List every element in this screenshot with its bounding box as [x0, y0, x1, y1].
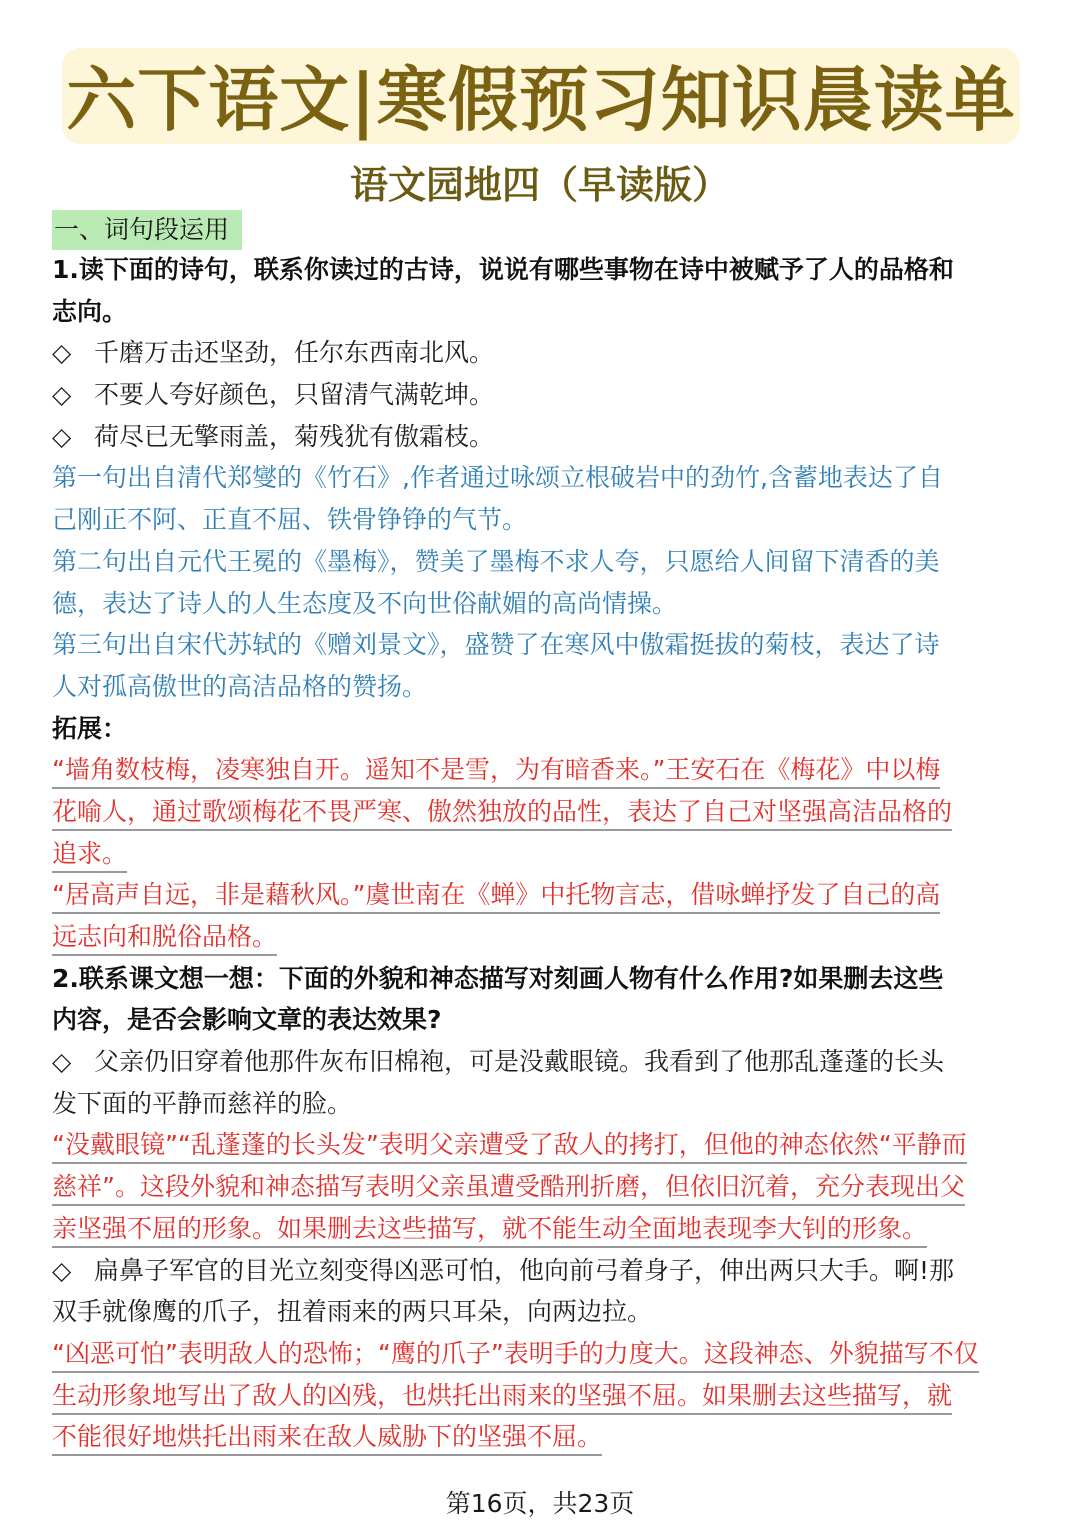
- question-line: 1.读下面的诗句，联系你读过的古诗，说说有哪些事物在诗中被赋予了人的品格和: [52, 255, 954, 284]
- diamond-bullet-icon: ◇: [52, 1047, 72, 1077]
- underlined-text: 生动形象地写出了敌人的凶残，也烘托出雨来的坚强不屈。如果删去这些描写，就: [52, 1379, 952, 1415]
- underlined-text: “凶恶可怕”表明敌人的恐怖；“鹰的爪子”表明手的力度大。这段神态、外貌描写不仅: [52, 1337, 979, 1373]
- page-title: 六下语文|寒假预习知识晨读单: [66, 58, 1016, 141]
- answer-line: 第二句出自元代王冕的《墨梅》，赞美了墨梅不求人夸，只愿给人间留下清香的美: [52, 546, 940, 576]
- page-subtitle: 语文园地四（早读版）: [349, 163, 730, 207]
- underlined-text: “没戴眼镜”“乱蓬蓬的长头发”表明父亲遭受了敌人的拷打，但他的神态依然“平静而: [52, 1128, 967, 1164]
- underlined-text: 亲坚强不屈的形象。如果删去这些描写，就不能生动全面地表现李大钊的形象。: [52, 1212, 927, 1248]
- underlined-text: “墙角数枝梅，凌寒独自开。遥知不是雪，为有暗香来。”王安石在《梅花》中以梅: [52, 753, 940, 789]
- section-heading: [52, 210, 242, 250]
- underlined-text: 不能很好地烘托出雨来在敌人威胁下的坚强不屈。: [52, 1420, 602, 1456]
- answer-line: 第三句出自宋代苏轼的《赠刘景文》，盛赞了在寒风中傲霜挺拔的菊枝，表达了诗: [52, 630, 940, 660]
- underlined-text: 追求。: [52, 837, 127, 873]
- bullet-line: [52, 374, 1032, 416]
- underlined-text: 慈祥”。这段外貌和神态描写表明父亲虽遭受酷刑折磨，但依旧沉着，充分表现出父: [52, 1170, 965, 1206]
- diamond-bullet-icon: ◇: [52, 338, 72, 368]
- highlight-line: [52, 1375, 1032, 1417]
- answer-line: 第一句出自清代郑燮的《竹石》,作者通过咏颂立根破岩中的劲竹,含蓄地表达了自: [52, 463, 943, 493]
- diamond-bullet-icon: ◇: [52, 1255, 72, 1285]
- answer-line: 人对孤高傲世的高洁品格的赞扬。: [52, 671, 428, 701]
- highlight-line: [52, 791, 1032, 833]
- section-heading-label: 一、词句段运用: [54, 215, 230, 244]
- bullet-line: [52, 416, 1032, 458]
- highlight-line: [52, 1208, 1032, 1250]
- diamond-bullet-icon: ◇: [52, 380, 72, 410]
- bullet-text: 不要人夸好颜色，只留清气满乾坤。: [94, 380, 495, 410]
- underlined-text: 花喻人，通过歌颂梅花不畏严寒、傲然独放的品性，表达了自己对坚强高洁品格的: [52, 795, 952, 831]
- highlight-line: [52, 833, 1032, 875]
- bullet-line: [52, 1041, 1032, 1083]
- bullet-text: 千磨万击还坚劲，任尔东西南北风。: [94, 338, 495, 368]
- highlight-line: [52, 874, 1032, 916]
- question-line: 内容，是否会影响文章的表达效果?: [52, 1005, 442, 1035]
- quote-line: 双手就像鹰的爪子，扭着雨来的两只耳朵，向两边拉。: [52, 1297, 653, 1327]
- quote-line: 发下面的平静而慈祥的脸。: [52, 1088, 353, 1118]
- question-line: 2.联系课文想一想：下面的外貌和神态描写对刻画人物有什么作用?如果删去这些: [52, 963, 944, 993]
- highlight-line: [52, 916, 1032, 958]
- diamond-bullet-icon: ◇: [52, 421, 72, 451]
- bullet-text: 父亲仍旧穿着他那件灰布旧棉袍，可是没戴眼镜。我看到了他那乱蓬蓬的长头: [94, 1047, 945, 1077]
- highlight-line: [52, 1416, 1032, 1458]
- question-line: 拓展：: [52, 713, 128, 743]
- underlined-text: 远志向和脱俗品格。: [52, 920, 277, 956]
- page-number: 第16页，共23页: [445, 1489, 635, 1518]
- bullet-text: 扁鼻子军官的目光立刻变得凶恶可怕，他向前弓着身子，伸出两只大手。啊!那: [94, 1255, 955, 1285]
- answer-line: 德，表达了诗人的人生态度及不向世俗献媚的高尚情操。: [52, 588, 678, 618]
- question-line: 志向。: [52, 296, 128, 326]
- highlight-line: [52, 749, 1032, 791]
- bullet-text: 荷尽已无擎雨盖，菊残犹有傲霜枝。: [94, 421, 495, 451]
- highlight-line: [52, 1333, 1032, 1375]
- underlined-text: “居高声自远，非是藉秋风。”虞世南在《蝉》中托物言志，借咏蝉抒发了自己的高: [52, 878, 940, 914]
- content-body: [52, 249, 1032, 1458]
- highlight-line: [52, 1124, 1032, 1166]
- highlight-line: [52, 1166, 1032, 1208]
- answer-line: 己刚正不阿、正直不屈、铁骨铮铮的气节。: [52, 505, 528, 535]
- bullet-line: [52, 1250, 1032, 1292]
- bullet-line: [52, 332, 1032, 374]
